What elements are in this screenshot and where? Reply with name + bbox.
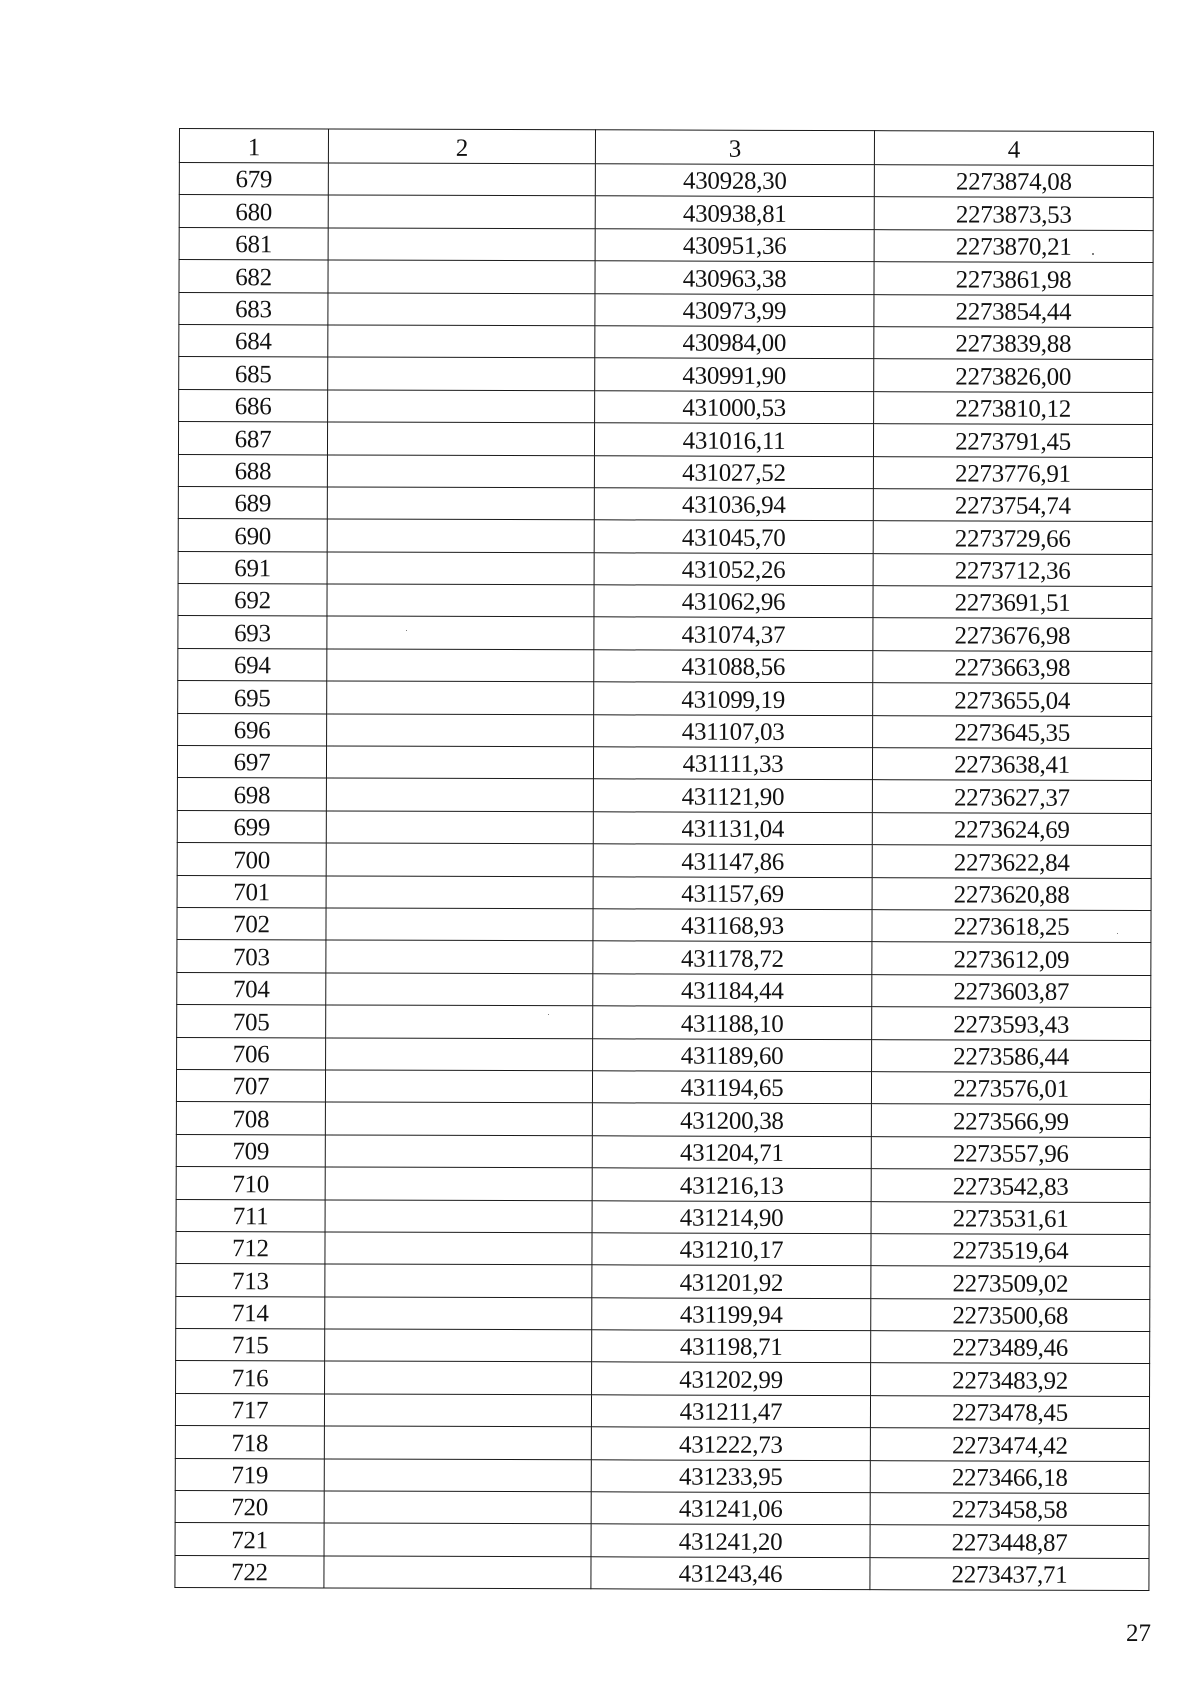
table-row (175, 1491, 1149, 1526)
x-coordinate-cell: 431121,90 (593, 779, 872, 812)
table-row (177, 940, 1151, 975)
y-coordinate-cell: 2273627,37 (872, 780, 1151, 813)
x-coordinate-cell: 431157,69 (593, 876, 872, 909)
description-cell (328, 293, 595, 326)
x-coordinate-cell: 431189,60 (593, 1038, 872, 1071)
point-number-cell: 710 (176, 1167, 325, 1200)
y-coordinate-cell: 2273810,12 (874, 391, 1153, 424)
table-row (177, 972, 1151, 1007)
point-number-cell: 721 (175, 1523, 324, 1556)
y-coordinate-cell: 2273458,58 (870, 1493, 1149, 1526)
x-coordinate-cell: 431198,71 (592, 1330, 871, 1363)
y-coordinate-cell: 2273655,04 (873, 683, 1152, 716)
description-cell (325, 1102, 592, 1135)
description-cell (327, 422, 594, 455)
table-row (176, 1134, 1150, 1169)
description-cell (325, 1329, 592, 1362)
description-cell (328, 228, 595, 261)
description-cell (327, 552, 594, 585)
table-row (178, 584, 1152, 619)
table-row (178, 648, 1152, 683)
description-cell (326, 876, 593, 909)
table-row (178, 616, 1152, 651)
point-number-cell: 694 (178, 648, 327, 681)
y-coordinate-cell: 2273483,92 (871, 1363, 1150, 1396)
description-cell (327, 649, 594, 682)
point-number-cell: 720 (175, 1491, 324, 1524)
x-coordinate-cell: 431052,26 (594, 552, 873, 585)
point-number-cell: 707 (176, 1069, 325, 1102)
table-body (175, 163, 1153, 1591)
table-row (178, 422, 1152, 457)
y-coordinate-cell: 2273557,96 (871, 1136, 1150, 1169)
x-coordinate-cell: 431062,96 (594, 585, 873, 618)
point-number-cell: 684 (179, 324, 328, 357)
table-row (178, 551, 1152, 586)
x-coordinate-cell: 430963,38 (595, 261, 874, 294)
description-cell (327, 584, 594, 617)
point-number-cell: 685 (179, 357, 328, 390)
description-cell (327, 487, 594, 520)
y-coordinate-cell: 2273870,21 (874, 229, 1153, 262)
table-row (176, 1199, 1150, 1234)
table-row (177, 778, 1151, 813)
description-cell (325, 1232, 592, 1265)
point-number-cell: 682 (179, 260, 328, 293)
x-coordinate-cell: 431147,86 (593, 844, 872, 877)
point-number-cell: 697 (177, 746, 326, 779)
y-coordinate-cell: 2273448,87 (870, 1525, 1149, 1558)
x-coordinate-cell: 431088,56 (594, 650, 873, 683)
description-cell (327, 681, 594, 714)
description-cell (324, 1394, 591, 1427)
y-coordinate-cell: 2273489,46 (871, 1331, 1150, 1364)
y-coordinate-cell: 2273776,91 (873, 456, 1152, 489)
description-cell (326, 973, 593, 1006)
table-row (176, 1264, 1150, 1299)
table-row (177, 1005, 1151, 1040)
point-number-cell: 708 (176, 1102, 325, 1135)
point-number-cell: 699 (177, 810, 326, 843)
table-row (179, 292, 1153, 327)
point-number-cell: 702 (177, 907, 326, 940)
y-coordinate-cell: 2273676,98 (873, 618, 1152, 651)
description-cell (326, 908, 593, 941)
description-cell (324, 1459, 591, 1492)
y-coordinate-cell: 2273861,98 (874, 262, 1153, 295)
table-row (176, 1361, 1150, 1396)
description-cell (325, 1361, 592, 1394)
coordinates-table (174, 128, 1154, 1591)
table-row (176, 1231, 1150, 1266)
y-coordinate-cell: 2273839,88 (874, 327, 1153, 360)
y-coordinate-cell: 2273509,02 (871, 1266, 1150, 1299)
x-coordinate-cell: 430991,90 (595, 358, 874, 391)
y-coordinate-cell: 2273873,53 (874, 197, 1153, 230)
x-coordinate-cell: 431216,13 (592, 1168, 871, 1201)
table-row (177, 907, 1151, 942)
y-coordinate-cell: 2273612,09 (872, 942, 1151, 975)
x-coordinate-cell: 431107,03 (594, 714, 873, 747)
description-cell (326, 940, 593, 973)
scan-speck (406, 630, 407, 631)
table-row (175, 1393, 1149, 1428)
description-cell (327, 616, 594, 649)
y-coordinate-cell: 2273691,51 (873, 586, 1152, 619)
y-coordinate-cell: 2273531,61 (871, 1201, 1150, 1234)
table-row (177, 843, 1151, 878)
y-coordinate-cell: 2273645,35 (873, 715, 1152, 748)
table-row (178, 713, 1152, 748)
y-coordinate-cell: 2273854,44 (874, 294, 1153, 327)
y-coordinate-cell: 2273620,88 (872, 877, 1151, 910)
point-number-cell: 681 (179, 227, 328, 260)
point-number-cell: 693 (178, 616, 327, 649)
y-coordinate-cell: 2273729,66 (873, 521, 1152, 554)
point-number-cell: 712 (176, 1231, 325, 1264)
scan-speck (1117, 933, 1118, 934)
column-header-1: 1 (179, 129, 328, 163)
point-number-cell: 686 (179, 389, 328, 422)
point-number-cell: 711 (176, 1199, 325, 1232)
x-coordinate-cell: 431241,20 (591, 1524, 870, 1557)
description-cell (325, 1167, 592, 1200)
point-number-cell: 688 (178, 454, 327, 487)
table-row (178, 519, 1152, 554)
point-number-cell: 722 (175, 1555, 324, 1588)
y-coordinate-cell: 2273500,68 (871, 1298, 1150, 1331)
x-coordinate-cell: 431131,04 (593, 812, 872, 845)
description-cell (326, 746, 593, 779)
x-coordinate-cell: 431194,65 (592, 1071, 871, 1104)
description-cell (324, 1426, 591, 1459)
point-number-cell: 696 (178, 713, 327, 746)
y-coordinate-cell: 2273874,08 (874, 165, 1153, 198)
point-number-cell: 687 (178, 422, 327, 455)
table-row (177, 810, 1151, 845)
y-coordinate-cell: 2273791,45 (873, 424, 1152, 457)
scan-speck (548, 1014, 549, 1015)
description-cell (328, 357, 595, 390)
y-coordinate-cell: 2273593,43 (872, 1007, 1151, 1040)
y-coordinate-cell: 2273586,44 (872, 1039, 1151, 1072)
table-row (177, 875, 1151, 910)
point-number-cell: 680 (179, 195, 328, 228)
x-coordinate-cell: 431243,46 (591, 1557, 870, 1590)
description-cell (328, 390, 595, 423)
x-coordinate-cell: 431233,95 (591, 1459, 870, 1492)
table-row (178, 454, 1152, 489)
x-coordinate-cell: 431200,38 (592, 1103, 871, 1136)
point-number-cell: 679 (179, 163, 328, 196)
table-row (179, 260, 1153, 295)
x-coordinate-cell: 431222,73 (591, 1427, 870, 1460)
y-coordinate-cell: 2273712,36 (873, 553, 1152, 586)
y-coordinate-cell: 2273466,18 (870, 1460, 1149, 1493)
column-header-4: 4 (874, 131, 1153, 166)
y-coordinate-cell: 2273437,71 (870, 1557, 1149, 1590)
x-coordinate-cell: 431027,52 (594, 455, 873, 488)
description-cell (326, 1005, 593, 1038)
x-coordinate-cell: 431111,33 (593, 747, 872, 780)
x-coordinate-cell: 430938,81 (595, 196, 874, 229)
table-row (177, 1037, 1151, 1072)
point-number-cell: 714 (176, 1296, 325, 1329)
table-row (179, 357, 1153, 392)
x-coordinate-cell: 431178,72 (593, 941, 872, 974)
description-cell (325, 1264, 592, 1297)
x-coordinate-cell: 431201,92 (592, 1265, 871, 1298)
table-row (178, 486, 1152, 521)
point-number-cell: 690 (178, 519, 327, 552)
column-header-3: 3 (595, 130, 874, 165)
x-coordinate-cell: 431168,93 (593, 909, 872, 942)
x-coordinate-cell: 431184,44 (593, 974, 872, 1007)
table-row (179, 195, 1153, 230)
x-coordinate-cell: 430973,99 (595, 293, 874, 326)
x-coordinate-cell: 431211,47 (591, 1395, 870, 1428)
table-row (175, 1426, 1149, 1461)
point-number-cell: 716 (176, 1361, 325, 1394)
y-coordinate-cell: 2273478,45 (870, 1396, 1149, 1429)
y-coordinate-cell: 2273638,41 (872, 748, 1151, 781)
point-number-cell: 713 (176, 1264, 325, 1297)
point-number-cell: 715 (176, 1329, 325, 1362)
y-coordinate-cell: 2273826,00 (874, 359, 1153, 392)
x-coordinate-cell: 431210,17 (592, 1233, 871, 1266)
x-coordinate-cell: 430928,30 (595, 164, 874, 197)
table-row (175, 1555, 1149, 1590)
description-cell (326, 778, 593, 811)
y-coordinate-cell: 2273542,83 (871, 1169, 1150, 1202)
table-row (177, 746, 1151, 781)
table-row (176, 1069, 1150, 1104)
column-header-2: 2 (328, 129, 595, 164)
point-number-cell: 701 (177, 875, 326, 908)
description-cell (328, 163, 595, 196)
point-number-cell: 717 (175, 1393, 324, 1426)
description-cell (328, 195, 595, 228)
x-coordinate-cell: 431188,10 (593, 1006, 872, 1039)
scan-speck (1092, 253, 1094, 255)
description-cell (325, 1199, 592, 1232)
point-number-cell: 689 (178, 486, 327, 519)
y-coordinate-cell: 2273663,98 (873, 651, 1152, 684)
y-coordinate-cell: 2273622,84 (872, 845, 1151, 878)
table-row (179, 389, 1153, 424)
point-number-cell: 695 (178, 681, 327, 714)
table-row (179, 163, 1153, 198)
point-number-cell: 683 (179, 292, 328, 325)
x-coordinate-cell: 431199,94 (592, 1297, 871, 1330)
description-cell (326, 1038, 593, 1071)
table-row (179, 227, 1153, 262)
description-cell (327, 714, 594, 747)
point-number-cell: 692 (178, 584, 327, 617)
point-number-cell: 704 (177, 972, 326, 1005)
description-cell (326, 811, 593, 844)
table-row (176, 1167, 1150, 1202)
description-cell (326, 843, 593, 876)
y-coordinate-cell: 2273566,99 (871, 1104, 1150, 1137)
y-coordinate-cell: 2273618,25 (872, 910, 1151, 943)
x-coordinate-cell: 430984,00 (595, 326, 874, 359)
page-number: 27 (1126, 1620, 1151, 1647)
x-coordinate-cell: 430951,36 (595, 229, 874, 262)
x-coordinate-cell: 431074,37 (594, 617, 873, 650)
y-coordinate-cell: 2273519,64 (871, 1234, 1150, 1267)
table-row (176, 1329, 1150, 1364)
point-number-cell: 705 (177, 1005, 326, 1038)
y-coordinate-cell: 2273603,87 (872, 974, 1151, 1007)
description-cell (327, 454, 594, 487)
point-number-cell: 718 (175, 1426, 324, 1459)
x-coordinate-cell: 431202,99 (592, 1362, 871, 1395)
x-coordinate-cell: 431016,11 (594, 423, 873, 456)
x-coordinate-cell: 431045,70 (594, 520, 873, 553)
description-cell (325, 1070, 592, 1103)
x-coordinate-cell: 431204,71 (592, 1136, 871, 1169)
description-cell (328, 325, 595, 358)
point-number-cell: 703 (177, 940, 326, 973)
y-coordinate-cell: 2273474,42 (870, 1428, 1149, 1461)
description-cell (327, 519, 594, 552)
y-coordinate-cell: 2273754,74 (873, 489, 1152, 522)
point-number-cell: 700 (177, 843, 326, 876)
description-cell (325, 1135, 592, 1168)
description-cell (324, 1491, 591, 1524)
description-cell (328, 260, 595, 293)
x-coordinate-cell: 431214,90 (592, 1200, 871, 1233)
table-row (179, 324, 1153, 359)
point-number-cell: 698 (177, 778, 326, 811)
table-row (175, 1523, 1149, 1558)
y-coordinate-cell: 2273624,69 (872, 812, 1151, 845)
description-cell (324, 1523, 591, 1556)
description-cell (325, 1297, 592, 1330)
x-coordinate-cell: 431036,94 (594, 488, 873, 521)
point-number-cell: 691 (178, 551, 327, 584)
table-row (176, 1296, 1150, 1331)
table-row (175, 1458, 1149, 1493)
point-number-cell: 706 (177, 1037, 326, 1070)
point-number-cell: 709 (176, 1134, 325, 1167)
table-header-row (179, 129, 1153, 166)
x-coordinate-cell: 431099,19 (594, 682, 873, 715)
point-number-cell: 719 (175, 1458, 324, 1491)
description-cell (324, 1556, 591, 1589)
y-coordinate-cell: 2273576,01 (871, 1072, 1150, 1105)
table-row (178, 681, 1152, 716)
x-coordinate-cell: 431241,06 (591, 1492, 870, 1525)
x-coordinate-cell: 431000,53 (595, 391, 874, 424)
table-row (176, 1102, 1150, 1137)
